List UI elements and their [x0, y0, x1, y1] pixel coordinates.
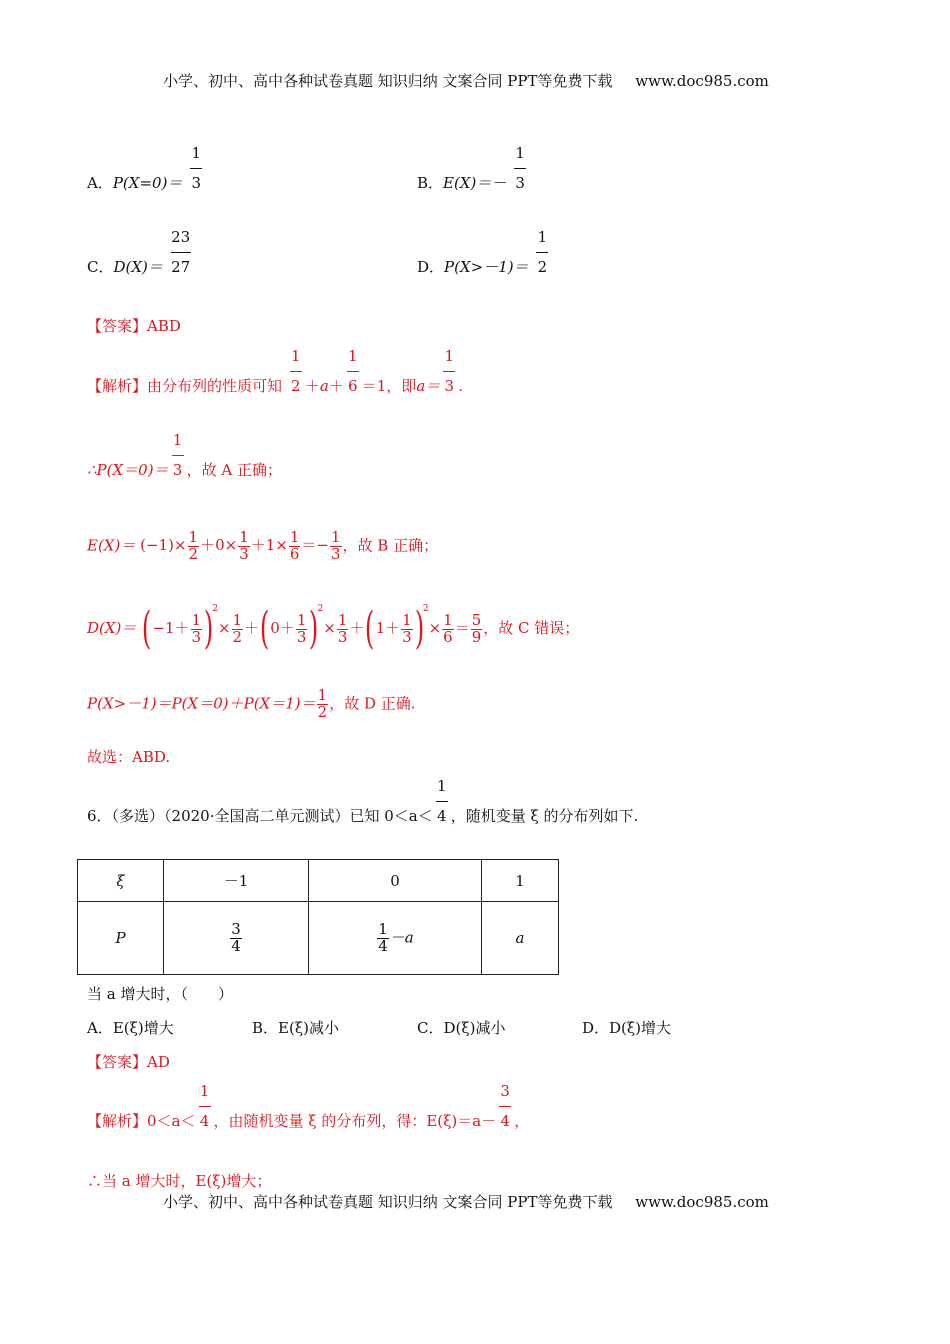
q5-conclusion: 故选：ABD. — [87, 748, 171, 766]
fraction: $\frac{1}{4}$ — [199, 1082, 210, 1130]
fraction: $\frac{3}{4}$ — [500, 1082, 510, 1130]
fraction: $\frac{1}{2}$ — [291, 347, 301, 395]
header-text: 小学、初中、高中各种试卷真题 知识归纳 文案合同 PPT等免费下载 — [163, 72, 613, 90]
table-row: P $\frac{3}{4}$ $\frac{1}{4}$ －a a — [78, 902, 559, 975]
page-header — [163, 70, 769, 91]
q6-stem: 6．（多选）（2020·全国高二单元测试）已知 0＜a＜ $\frac{1}{4}$ ，随机变量 ξ 的分布列如下. — [87, 777, 639, 825]
q5-answer: 【答案】ABD — [87, 317, 181, 335]
distribution-table — [77, 859, 559, 975]
q6-answer: 【答案】AD — [87, 1053, 170, 1071]
page-footer — [163, 1191, 769, 1212]
footer-text: 小学、初中、高中各种试卷真题 知识归纳 文案合同 PPT等免费下载 — [163, 1193, 613, 1211]
q6-analysis: 【解析】0＜a＜ $\frac{1}{4}$ ，由随机变量 ξ 的分布列，得：E(ξ)＝a－ $\frac{3}{4}$ ， — [87, 1082, 530, 1130]
q6-option-c: C．D(ξ)减小 — [417, 1019, 506, 1037]
q6-option-d: D．D(ξ)增大 — [582, 1019, 672, 1037]
q5-analysis-line2: ∴P(X＝0)＝ $\frac{1}{3}$ ，故 A 正确； — [87, 431, 282, 479]
table-cell: $\frac{3}{4}$ — [164, 902, 309, 975]
fraction: $\frac{1}{3}$ — [191, 144, 201, 192]
fraction: $\frac{23}{27}$ — [171, 228, 191, 276]
header-url: www.doc985.com — [635, 72, 769, 90]
fraction: $\frac{1}{3}$ — [172, 431, 183, 479]
q5-option-c: C．D(X)＝ $\frac{23}{27}$ — [87, 228, 191, 276]
table-cell: $\frac{1}{4}$ －a — [309, 902, 482, 975]
q5-option-b: B．E(X)＝－ $\frac{1}{3}$ — [417, 172, 529, 193]
q6-last-line: ∴当 a 增大时，E(ξ)增大； — [87, 1172, 272, 1190]
q5-option-a: A．P(X=0)＝ $\frac{1}{3}$ — [87, 172, 205, 193]
fraction: $\frac{1}{3}$ — [515, 144, 525, 192]
q5-analysis-line4: D(X)＝ (−1＋ $\frac{1}{3}$ )$^2$× $\frac{1}{2}$ ＋(0＋ $\frac{1}{3}$ )$^2$× $\frac{1}{3}$ ＋(1＋ $\frac{1}{3}$ )$^2$× $\frac{1}{6}$ ＝ $\frac{5}{9}$ ，故 C 错误； — [87, 603, 580, 654]
q5-analysis-line1: 【解析】由分布列的性质可知 $\frac{1}{2} +a+$ $\frac{1}{6} =1$，即a＝ $\frac{1}{3}$ . — [87, 347, 464, 395]
table-row: ξ －1 0 1 — [78, 860, 559, 902]
q5-analysis-line3: E(X)＝ (−1)× $\frac{1}{2}$ ＋0× $\frac{1}{3}$ ＋1× $\frac{1}{6}$ ＝− $\frac{1}{3}$ ，故 B 正确； — [87, 528, 439, 563]
fraction: $\frac{1}{4}$ — [436, 777, 447, 825]
footer-url: www.doc985.com — [635, 1193, 769, 1211]
q5-analysis-line5: P(X>－1)＝P(X＝0)＋P(X＝1)＝ $\frac{1}{2}$ ，故 D 正确. — [87, 686, 416, 721]
fraction: $\frac{1}{2}$ — [537, 228, 548, 276]
q5-option-d: D．P(X>－1)＝ $\frac{1}{2}$ — [417, 256, 551, 277]
q6-question: 当 a 增大时，（ ） — [87, 985, 233, 1003]
q6-option-b: B．E(ξ)减小 — [252, 1019, 339, 1037]
fraction: $\frac{1}{6}$ — [348, 347, 358, 395]
q6-option-a: A．E(ξ)增大 — [87, 1019, 174, 1037]
fraction: $\frac{1}{3}$ — [444, 347, 455, 395]
